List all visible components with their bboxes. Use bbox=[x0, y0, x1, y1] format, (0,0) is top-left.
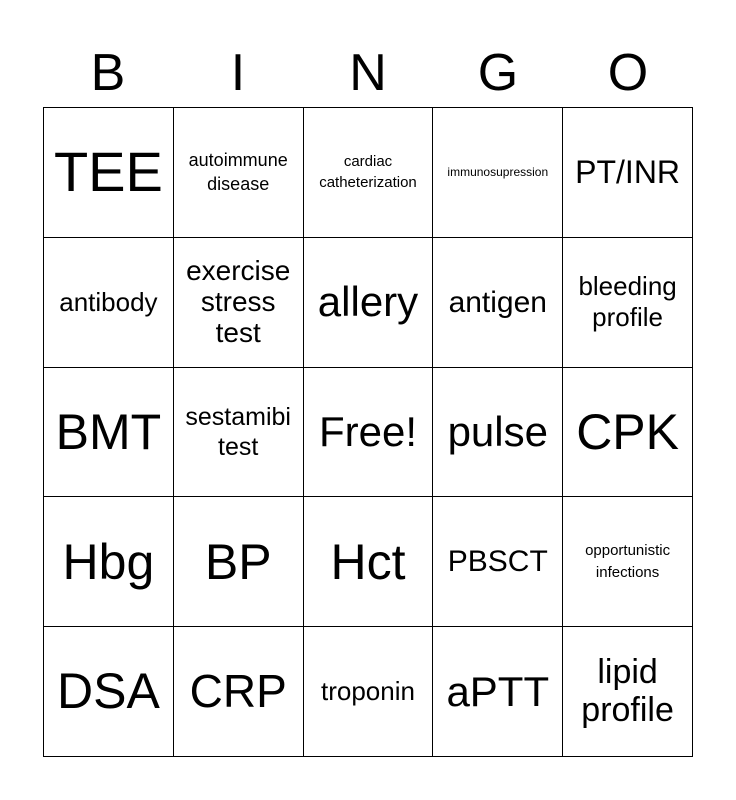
free-space-text: Free! bbox=[318, 407, 417, 455]
cell-text: CRP bbox=[189, 665, 287, 718]
bingo-cell[interactable] bbox=[304, 627, 434, 757]
header-letter-o: O bbox=[607, 44, 649, 102]
header-letter-n: N bbox=[349, 44, 387, 102]
bingo-cell[interactable] bbox=[433, 627, 563, 757]
cell-text: BP bbox=[204, 533, 272, 590]
bingo-cell[interactable] bbox=[563, 627, 693, 757]
bingo-cell[interactable] bbox=[304, 108, 434, 238]
bingo-cell[interactable] bbox=[563, 238, 693, 368]
header-letter-g: G bbox=[477, 44, 519, 102]
bingo-cell[interactable] bbox=[433, 497, 563, 627]
cell-text: PT/INR bbox=[575, 153, 681, 190]
cell-text: opportunistic infections bbox=[585, 542, 671, 581]
cell-text: CPK bbox=[576, 403, 679, 460]
bingo-cell[interactable] bbox=[44, 108, 174, 238]
cell-text: aPTT bbox=[446, 667, 550, 715]
cell-text: BMT bbox=[55, 403, 162, 460]
bingo-cell[interactable] bbox=[433, 368, 563, 498]
bingo-cell[interactable] bbox=[433, 108, 563, 238]
cell-text: autoimmune disease bbox=[188, 150, 288, 195]
cell-text: sestamibi test bbox=[185, 402, 291, 461]
cell-text: pulse bbox=[447, 407, 548, 455]
bingo-cell[interactable] bbox=[174, 627, 304, 757]
bingo-cell[interactable] bbox=[304, 238, 434, 368]
cell-text: allery bbox=[317, 278, 419, 326]
bingo-cell[interactable] bbox=[174, 238, 304, 368]
free-space-cell[interactable] bbox=[304, 368, 434, 498]
bingo-cell[interactable] bbox=[44, 238, 174, 368]
cell-text: Hct bbox=[330, 533, 406, 590]
bingo-header bbox=[43, 42, 693, 104]
bingo-cell[interactable] bbox=[433, 238, 563, 368]
cell-text: immunosupression bbox=[447, 164, 549, 179]
bingo-cell[interactable] bbox=[563, 368, 693, 498]
cell-text: Hbg bbox=[62, 533, 155, 590]
cell-text: DSA bbox=[56, 663, 160, 720]
cell-text: antigen bbox=[448, 285, 547, 319]
cell-text: cardiac catheterization bbox=[319, 152, 417, 192]
header-letter-b: B bbox=[90, 44, 126, 102]
cell-text: PBSCT bbox=[447, 545, 548, 579]
cell-text: TEE bbox=[53, 140, 163, 203]
bingo-cell[interactable] bbox=[174, 368, 304, 498]
cell-text: bleeding profile bbox=[578, 271, 677, 333]
bingo-cell[interactable] bbox=[174, 108, 304, 238]
bingo-cell[interactable] bbox=[563, 497, 693, 627]
cell-text: exercise stress test bbox=[186, 255, 291, 348]
bingo-cell[interactable] bbox=[44, 627, 174, 757]
bingo-cell[interactable] bbox=[174, 497, 304, 627]
cell-text: antibody bbox=[59, 286, 158, 317]
bingo-cell[interactable] bbox=[304, 497, 434, 627]
bingo-cell[interactable] bbox=[44, 497, 174, 627]
cell-text: troponin bbox=[321, 676, 415, 706]
bingo-cell[interactable] bbox=[44, 368, 174, 498]
header-letter-i: I bbox=[230, 44, 246, 102]
bingo-grid bbox=[43, 107, 693, 757]
bingo-cell[interactable] bbox=[563, 108, 693, 238]
cell-text: lipid profile bbox=[581, 653, 674, 729]
